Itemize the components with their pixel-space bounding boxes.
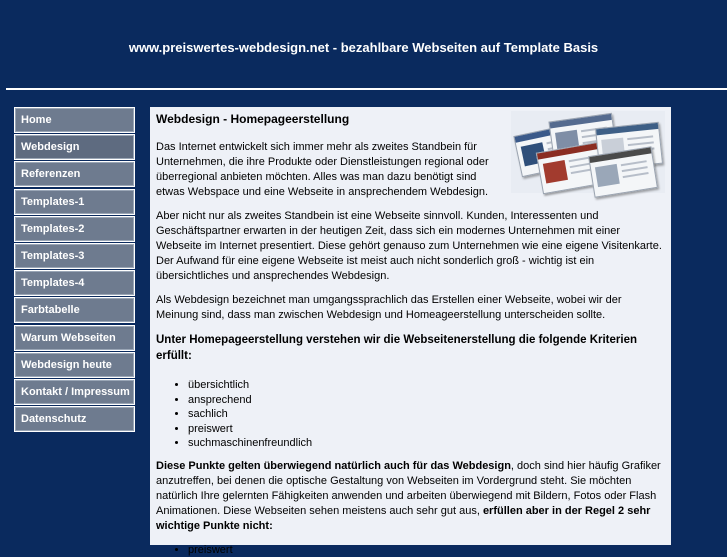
intro-paragraph: Das Internet entwickelt sich immer mehr als zweites Standbein für Unternehmen, die ihre Produkte oder Dienstleistungen regional oder überregional anbieten möchten. Alles was man dazu benötigt sind etwas Webspace und eine Webseite in ansprechendem Webdesign. [156,140,665,200]
nav-item-datenschutz[interactable]: Datenschutz [14,406,135,432]
sidebar-nav [14,107,135,433]
list-item: • übersichtlich [188,378,665,393]
paragraph-2: Aber nicht nur als zweites Standbein ist eine Webseite sinnvoll. Kunden, Interessenten und Geschäftspartner erwarten in der heutigen Zeit, dass sich ein modernes Unternehmen mit einer Webseite im Internet presentiert. Diese gehört genauso zum Unternehmen wie eine eigene Visitenkarte. Der Aufwand für eine eigene Webseite ist meist auch nicht sonderlich groß - wichtig ist ein übersichtliches und ansprechendes Webdesign. [156,209,665,284]
paragraph-3: Als Webdesign bezeichnet man umgangssprachlich das Erstellen einer Webseite, wobei wir der Meinung sind, dass man zwischen Webdesign und Homeageerstellung unterscheiden sollte. [156,293,665,323]
list-item: • suchmaschinenfreundlich [188,436,665,451]
nav-item-webdesign-heute[interactable]: Webdesign heute [14,352,135,378]
list-item: • preiswert [188,422,665,437]
template-preview-image [511,111,665,193]
nav-item-farbtabelle[interactable]: Farbtabelle [14,297,135,323]
list-item: • sachlich [188,407,665,422]
nav-item-webdesign[interactable]: Webdesign [14,134,135,160]
template-card [588,146,658,197]
nav-item-templates-1[interactable]: Templates-1 [14,189,135,215]
criteria-list [156,378,665,451]
site-title: www.preiswertes-webdesign.net - bezahlbare Webseiten auf Template Basis [0,40,727,55]
nav-item-home[interactable]: Home [14,107,135,133]
paragraph-4 [156,459,665,534]
body-text: , doch sind hier häufig Grafiker anzutreffen, bei denen die optische Gestaltung von Webseiten im Vordergrund steht. Sie möchten natürlich Ihre gelernten Fähigkeiten anwenden und arbeiten überwiegend mit Bildern, Fotos oder Flash Animationen. Diese Webseiten sehen meistens auch sehr gut aus, [156,460,661,517]
bold-text: erfüllen aber in der Regel 2 sehr wichtige Punkte nicht: [156,505,650,532]
nav-item-warum-webseiten[interactable]: Warum Webseiten [14,325,135,351]
nav-item-referenzen[interactable]: Referenzen [14,161,135,187]
list-item: • preiswert [188,543,665,557]
main-content [150,107,671,545]
nav-item-templates-2[interactable]: Templates-2 [14,216,135,242]
nav-item-templates-4[interactable]: Templates-4 [14,270,135,296]
list-item: • ansprechend [188,393,665,408]
nav-item-templates-3[interactable]: Templates-3 [14,243,135,269]
header-divider [6,88,727,90]
nav-item-kontakt-impressum[interactable]: Kontakt / Impressum [14,379,135,405]
missing-points-list [156,543,665,557]
page-title: Webdesign - Homepageerstellung [156,111,665,127]
bold-text: Diese Punkte gelten überwiegend natürlich auch für das Webdesign [156,460,511,472]
criteria-heading: Unter Homepageerstellung verstehen wir die Webseitenerstellung die folgende Kriterien erfüllt: [156,332,665,364]
